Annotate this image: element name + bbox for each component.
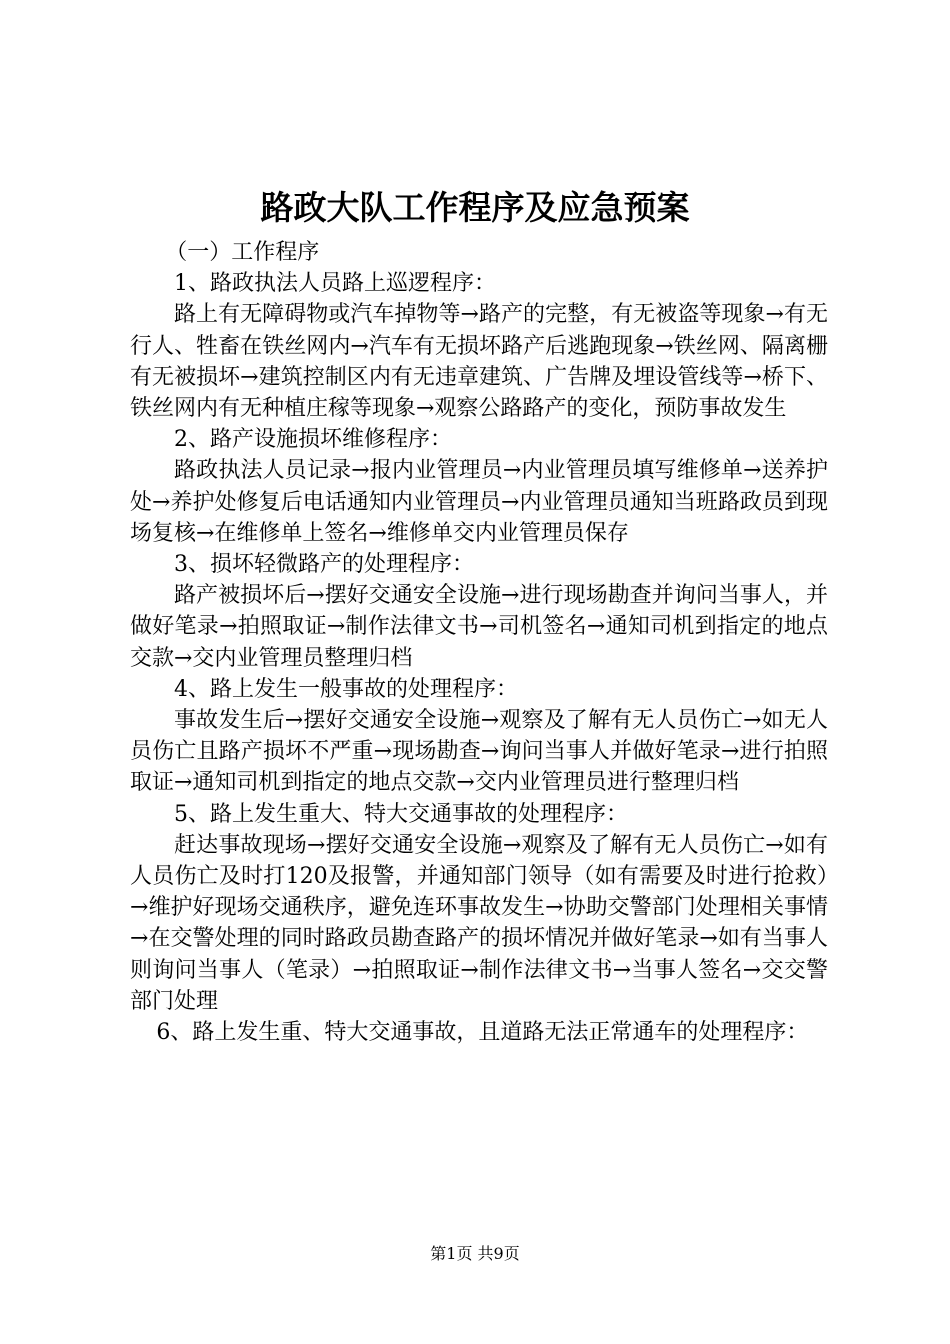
- procedure-heading-6: 6、路上发生重、特大交通事故，且道路无法正常通车的处理程序：: [156, 1020, 809, 1046]
- procedure-heading-1: 1、路政执法人员路上巡逻程序：: [174, 271, 496, 297]
- procedure-text-2: 路政执法人员记录→报内业管理员→内业管理员填写维修单→送养护处→养护处修复后电话通知内业管理员→内业管理员通知当班路政员到现场复核→在维修单上签名→维修单交内业管理员保存: [130, 458, 828, 546]
- procedure-heading-5: 5、路上发生重大、特大交通事故的处理程序：: [174, 801, 628, 827]
- page-footer: 第1页 共9页: [430, 1244, 520, 1263]
- procedure-heading-3: 3、损坏轻微路产的处理程序：: [174, 552, 474, 578]
- procedure-heading-4: 4、路上发生一般事故的处理程序：: [174, 676, 518, 702]
- procedure-heading-2: 2、路产设施损坏维修程序：: [174, 427, 452, 453]
- procedure-text-5: 赶达事故现场→摆好交通安全设施→观察及了解有无人员伤亡→如有人员伤亡及时打120及报警，并通知部门领导（如有需要及时进行抢救）→维护好现场交通秩序，避免连环事故发生→协助交警部门处理相关事情→在交警处理的同时路政员勘查路产的损坏情况并做好笔录→如有当事人则询问当事人（笔录）→拍照取证→制作法律文书→当事人签名→交交警部门处理: [130, 832, 828, 1014]
- document-body: [130, 237, 828, 1048]
- section-heading: （一）工作程序: [165, 240, 320, 265]
- document-title: 路政大队工作程序及应急预案: [260, 188, 690, 227]
- procedure-text-1: 路上有无障碍物或汽车掉物等→路产的完整，有无被盗等现象→有无行人、牲畜在铁丝网内→汽车有无损坏路产后逃跑现象→铁丝网、隔离栅有无被损坏→建筑控制区内有无违章建筑、广告牌及埋设管线等→桥下、铁丝网内有无种植庄稼等现象→观察公路路产的变化，预防事故发生: [130, 302, 828, 422]
- procedure-text-4: 事故发生后→摆好交通安全设施→观察及了解有无人员伤亡→如无人员伤亡且路产损坏不严重→现场勘查→询问当事人并做好笔录→进行拍照取证→通知司机到指定的地点交款→交内业管理员进行整理归档: [130, 708, 828, 796]
- procedure-text-3: 路产被损坏后→摆好交通安全设施→进行现场勘查并询问当事人，并做好笔录→拍照取证→制作法律文书→司机签名→通知司机到指定的地点交款→交内业管理员整理归档: [130, 583, 828, 671]
